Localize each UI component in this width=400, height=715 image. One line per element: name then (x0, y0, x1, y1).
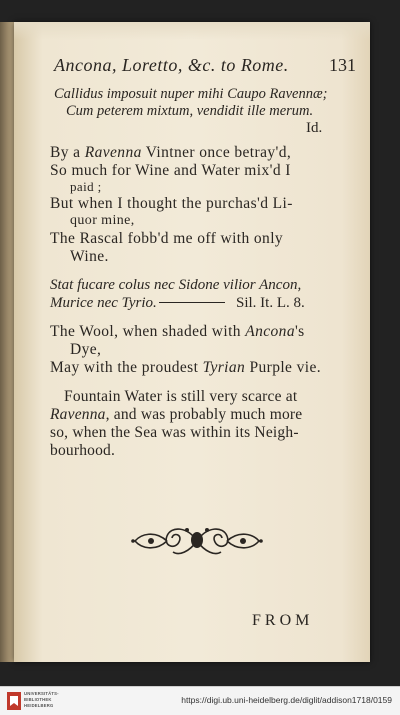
verse-line: paid ; (70, 179, 102, 194)
latin-epigram-line-2: Cum peterem mixtum, vendidit ille merum. (66, 103, 314, 119)
viewer-footer (0, 686, 400, 715)
prose-line: Fountain Water is still very scarce at (64, 388, 298, 405)
book-page (14, 22, 370, 662)
running-head (54, 55, 356, 81)
verse-line: May with the proudest Tyrian Purple vie. (50, 359, 322, 376)
verse-line: Dye, (70, 341, 102, 358)
silius-attribution: Sil. It. L. 8. (236, 295, 305, 311)
prose-line: bourhood. (50, 442, 116, 459)
epigram-attribution: Id. (306, 120, 323, 136)
permalink[interactable]: https://digi.ub.uni-heidelberg.de/diglit/addison1718/0159 (181, 695, 392, 705)
university-library-logo-icon (6, 691, 22, 711)
page-number: 131 (329, 55, 356, 75)
library-name: UNIVERSITÄTS- BIBLIOTHEK HEIDELBERG (24, 691, 59, 708)
latin-epigram-line-1: Callidus imposuit nuper mihi Caupo Ravennæ; (54, 86, 328, 102)
verse-line: By a Ravenna Vintner once betray'd, (50, 144, 292, 161)
verse-line: So much for Wine and Water mix'd I (50, 162, 291, 179)
prose-line: Ravenna, and was probably much more (50, 406, 303, 423)
running-title: Ancona, Loretto, &c. to Rome. (54, 55, 289, 75)
latin-silius-line-1: Stat fucare colus nec Sidone vilior Ancon, (50, 277, 302, 293)
prose-line: so, when the Sea was within its Neigh- (50, 424, 299, 441)
latin-silius-line-2: Murice nec Tyrio. (50, 295, 229, 312)
verse-line: But when I thought the purchas'd Li- (50, 195, 293, 212)
verse-line: quor mine, (70, 213, 135, 228)
printers-ornament (127, 520, 267, 562)
page-shading (14, 22, 370, 40)
verse-line: The Rascal fobb'd me off with only (50, 230, 284, 247)
verse-line: Wine. (70, 248, 109, 265)
verse-line: The Wool, when shaded with Ancona's (50, 323, 305, 340)
catchword: FROM (252, 612, 314, 629)
